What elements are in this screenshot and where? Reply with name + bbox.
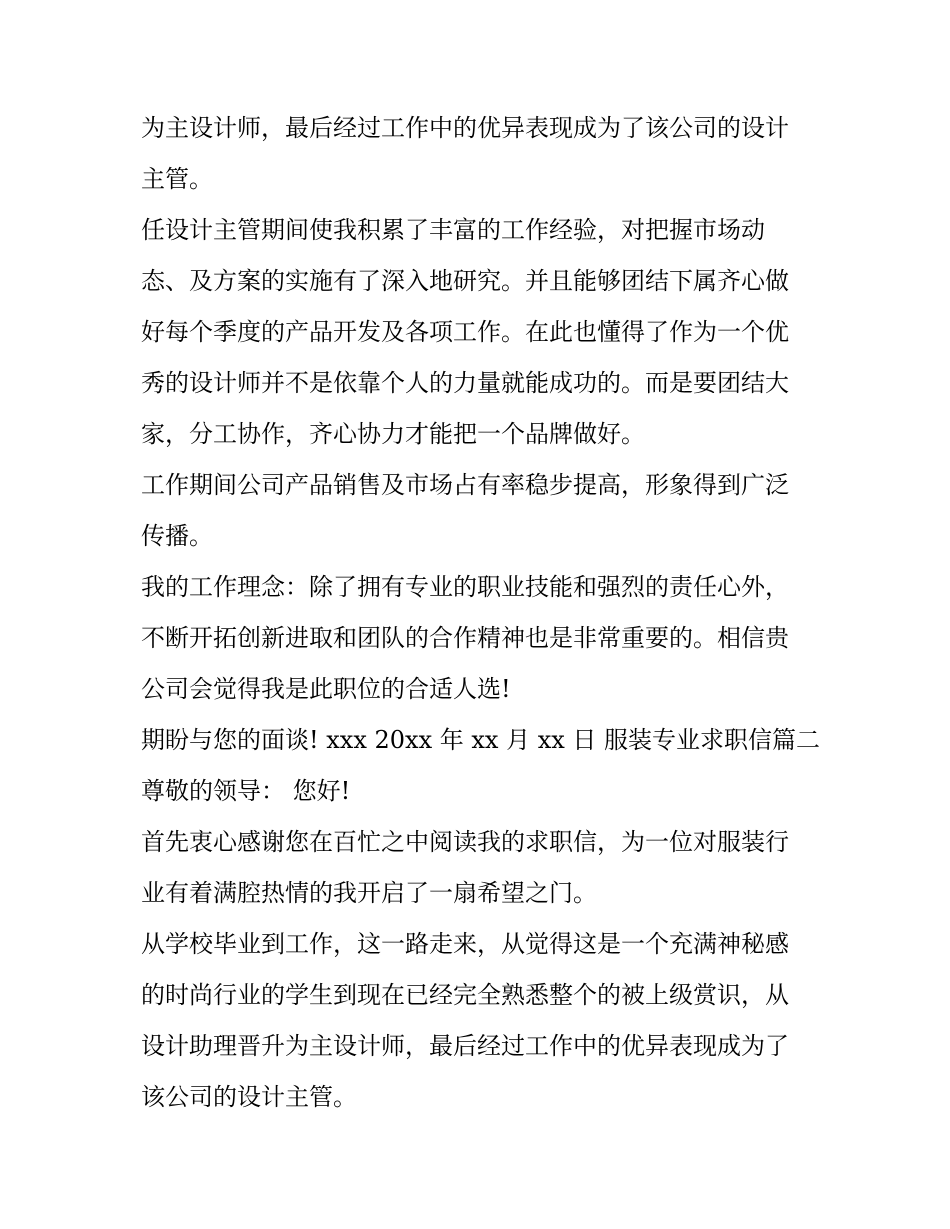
text-line: 业有着满腔热情的我开启了一扇希望之门。	[141, 879, 597, 907]
text-line: 公司会觉得我是此职位的合适人选!	[141, 675, 511, 703]
text-line: 为主设计师，最后经过工作中的优异表现成为了该公司的设计	[141, 114, 789, 142]
document-body	[141, 103, 821, 1123]
text-line: 秀的设计师并不是依靠个人的力量就能成功的。而是要团结大	[141, 369, 789, 397]
text-line: 家，分工协作，齐心协力才能把一个品牌做好。	[141, 420, 645, 448]
text-line: 态、及方案的实施有了深入地研究。并且能够团结下属齐心做	[141, 267, 789, 295]
text-line: 该公司的设计主管。	[141, 1083, 357, 1111]
text-line: 不断开拓创新进取和团队的合作精神也是非常重要的。相信贵	[141, 624, 789, 652]
text-line: 任设计主管期间使我积累了丰富的工作经验，对把握市场动	[141, 216, 765, 244]
text-line: 首先衷心感谢您在百忙之中阅读我的求职信，为一位对服装行	[141, 828, 789, 856]
text-line: 的时尚行业的学生到现在已经完全熟悉整个的被上级赏识，从	[141, 981, 789, 1009]
text-line: 主管。	[141, 165, 213, 193]
text-line: 设计助理晋升为主设计师，最后经过工作中的优异表现成为了	[141, 1032, 789, 1060]
text-line: 工作期间公司产品销售及市场占有率稳步提高，形象得到广泛	[141, 471, 789, 499]
text-line: 好每个季度的产品开发及各项工作。在此也懂得了作为一个优	[141, 318, 789, 346]
text-line: 传播。	[141, 522, 213, 550]
text-line: 我的工作理念：除了拥有专业的职业技能和强烈的责任心外，	[141, 573, 789, 601]
text-line: 从学校毕业到工作，这一路走来，从觉得这是一个充满神秘感	[141, 930, 789, 958]
text-line: 期盼与您的面谈! xxx 20xx 年 xx 月 xx 日 服装专业求职信篇二	[141, 726, 821, 754]
text-line: 尊敬的领导： 您好!	[141, 777, 351, 805]
